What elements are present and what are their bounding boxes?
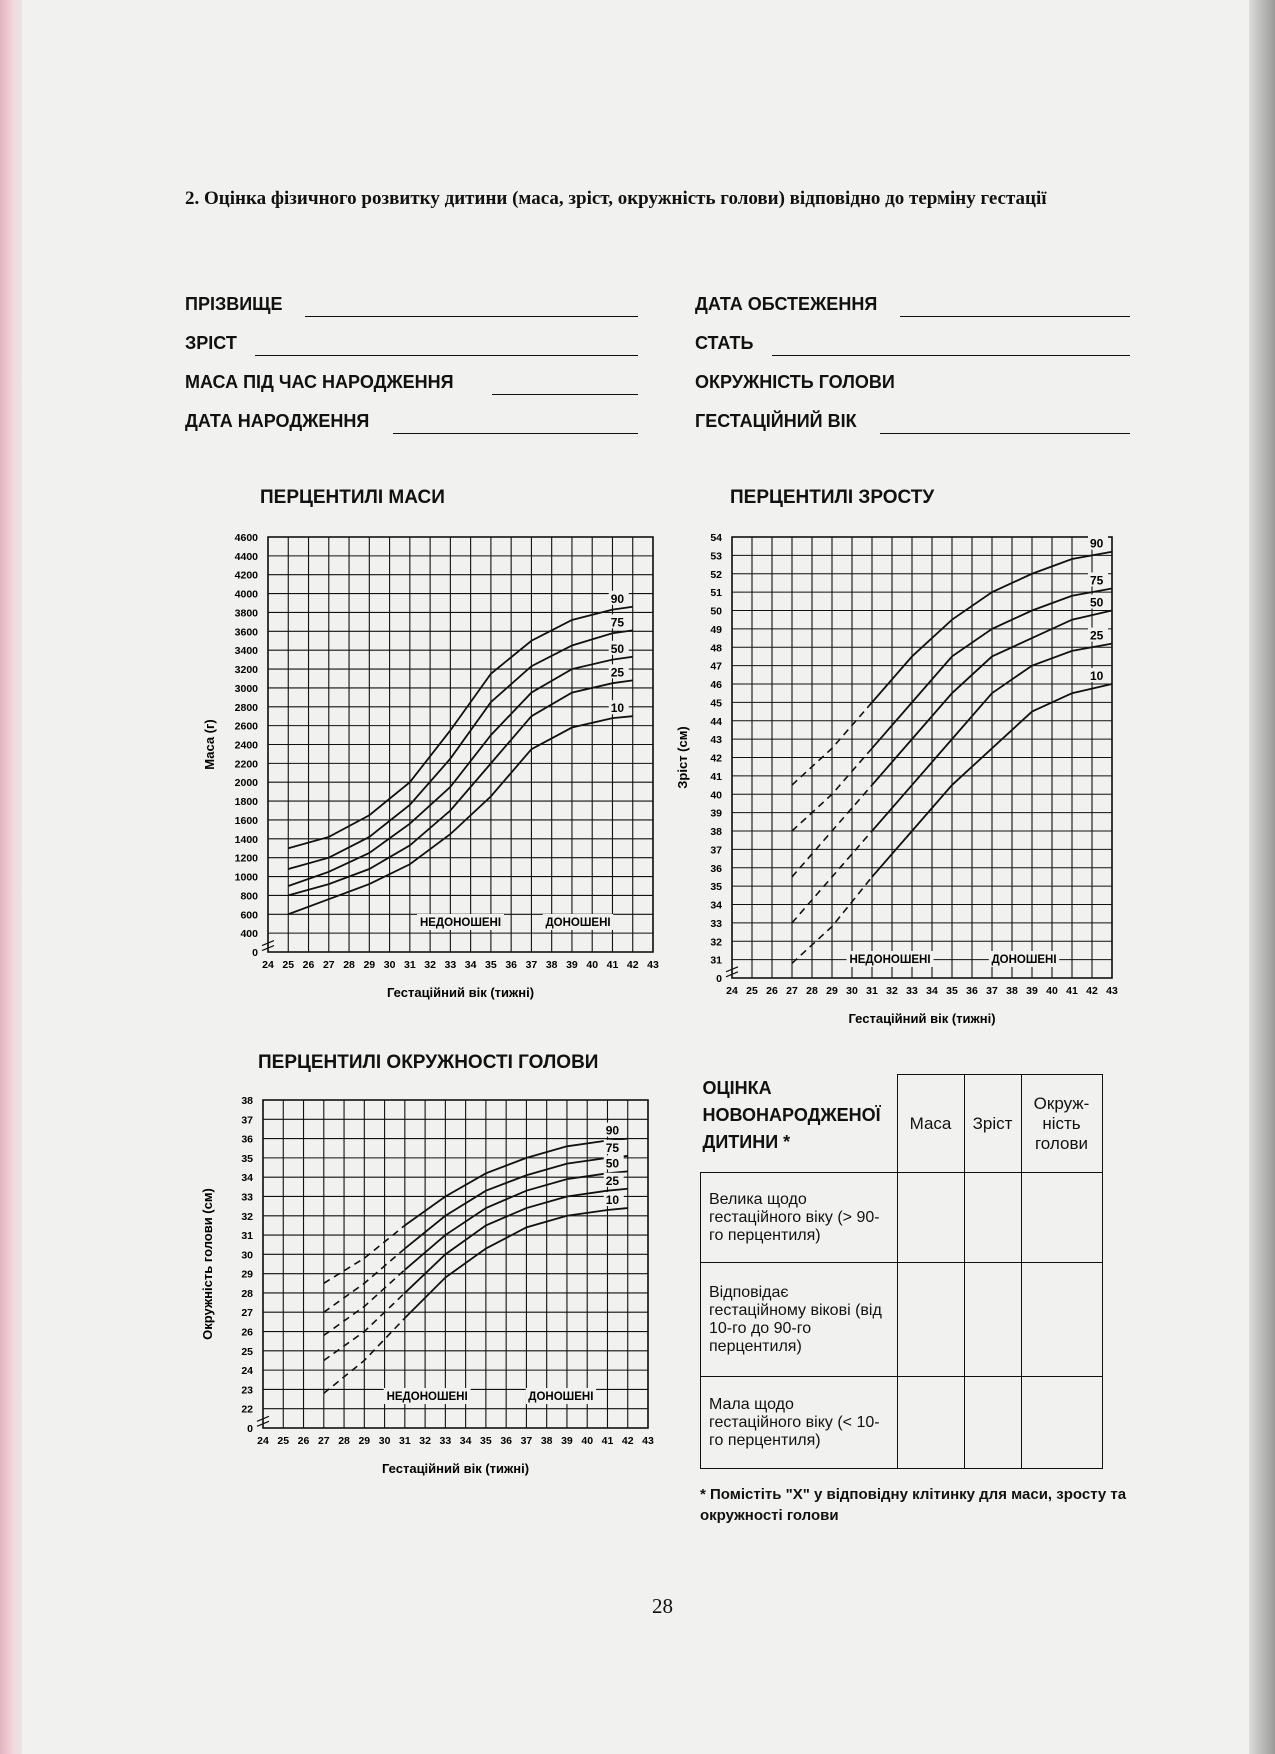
x-tick-label: 29 [826,985,838,997]
x-tick-label: 27 [317,1435,330,1447]
y-tick-label: 2600 [234,720,258,733]
y-tick-label: 4200 [234,569,258,582]
x-tick-label: 41 [1066,985,1078,997]
percentile-25-label: 25 [610,665,625,680]
y-tick-label: 2800 [234,701,258,714]
row-small-label: Мала щодо гестаційного віку (< 10-го перцентиля) [701,1377,898,1469]
footnote: * Помістіть "X" у відповідну клітинку для маси, зросту та окружності голови [700,1486,1127,1524]
x-tick-label: 25 [277,1435,290,1447]
x-tick-label: 33 [906,985,918,997]
y-axis-label: Маса (г) [202,719,217,770]
percentile-75-label: 75 [605,1140,620,1155]
x-tick-label: 41 [606,959,619,971]
y-tick-label: 52 [710,568,722,581]
y-tick-label: 1000 [234,871,258,884]
x-tick-label: 26 [297,1435,310,1447]
preterm-zone-label: НЕДОНОШЕНІ [849,954,931,966]
x-tick-label: 39 [566,959,578,971]
x-axis-label: Гестаційний вік (тижні) [381,1461,530,1476]
term-zone-label: ДОНОШЕНІ [528,1391,594,1403]
x-tick-label: 28 [338,1435,350,1447]
preterm-zone-label: НЕДОНОШЕНІ [419,917,502,929]
form-label-birth-weight: МАСА ПІД ЧАС НАРОДЖЕННЯ [185,372,454,392]
x-tick-label: 40 [1046,985,1058,997]
x-tick-label: 40 [586,959,599,971]
x-tick-label: 33 [444,959,457,971]
x-tick-label: 37 [525,959,538,971]
x-tick-label: 43 [642,1435,654,1447]
percentile-10-label: 10 [605,1193,620,1208]
x-tick-label: 41 [601,1435,614,1447]
assessment-title: ОЦІНКА НОВОНАРОДЖЕНОЇ ДИТИНИ * [702,1077,881,1152]
percentile-50-label: 50 [610,641,625,656]
y-tick-label: 1400 [234,833,258,846]
y-tick-label: 1600 [234,814,258,827]
preterm-zone-label: НЕДОНОШЕНІ [386,1391,468,1403]
y-tick-label: 33 [710,917,722,930]
x-tick-label: 42 [1086,985,1098,997]
x-tick-label: 38 [545,959,558,971]
y-tick-label: 49 [710,623,722,636]
y-tick-label: 34 [241,1172,253,1185]
y-tick-label: 0 [252,947,258,959]
x-tick-label: 36 [966,985,978,997]
y-tick-label: 38 [710,826,722,838]
y-tick-label: 36 [241,1133,253,1146]
x-tick-label: 35 [485,959,497,971]
y-tick-label: 3000 [234,682,258,695]
cell-normal-height[interactable] [964,1263,1021,1377]
percentile-10-line [405,1208,628,1318]
term-zone-label: ДОНОШЕНІ [545,917,611,929]
x-tick-label: 25 [282,959,295,971]
form-label-sex: СТАТЬ [695,333,754,353]
x-tick-label: 32 [419,1435,431,1447]
percentile-90-label: 90 [605,1123,620,1138]
y-tick-label: 600 [240,909,258,922]
x-axis-label: Гестаційний вік (тижні) [386,985,535,1000]
y-tick-label: 31 [710,954,722,967]
x-tick-label: 27 [786,985,798,997]
y-tick-label: 53 [710,550,722,563]
y-tick-label: 35 [710,881,722,894]
term-zone-label: ДОНОШЕНІ [991,954,1057,966]
y-tick-label: 22 [241,1403,253,1416]
y-tick-label: 26 [241,1326,253,1339]
y-tick-label: 4400 [234,550,258,563]
x-tick-label: 25 [746,985,758,997]
x-tick-label: 39 [561,1435,573,1447]
x-tick-label: 24 [726,985,738,997]
x-tick-label: 37 [986,985,998,997]
x-tick-label: 36 [500,1435,513,1447]
height-chart-title: ПЕРЦЕНТИЛІ ЗРОСТУ [730,487,935,508]
y-tick-label: 35 [241,1152,253,1165]
y-tick-label: 47 [710,660,722,673]
weight-chart-title: ПЕРЦЕНТИЛІ МАСИ [260,487,445,508]
y-tick-label: 3200 [234,664,258,677]
head-chart-title: ПЕРЦЕНТИЛІ ОКРУЖНОСТІ ГОЛОВИ [258,1052,599,1073]
cell-small-height[interactable] [964,1377,1021,1469]
y-tick-label: 23 [241,1384,253,1397]
x-tick-label: 42 [626,959,639,971]
y-tick-label: 39 [710,807,722,820]
cell-large-weight[interactable] [897,1173,964,1263]
y-tick-label: 43 [710,734,722,747]
x-tick-label: 38 [1006,985,1018,997]
x-tick-label: 32 [424,959,436,971]
x-tick-label: 31 [398,1435,411,1447]
y-tick-label: 0 [247,1423,253,1435]
form-label-surname: ПРІЗВИЩЕ [185,294,283,314]
y-tick-label: 1800 [234,796,258,809]
x-tick-label: 30 [383,959,396,971]
page-shadow [1249,0,1275,1754]
form-label-birth-date: ДАТА НАРОДЖЕННЯ [185,411,370,431]
x-tick-label: 29 [363,959,376,971]
col-head-circ: Окруж-ність голови [1021,1075,1102,1173]
y-tick-label: 2000 [234,777,258,790]
x-tick-label: 24 [257,1435,269,1447]
x-tick-label: 39 [1026,985,1038,997]
y-tick-label: 32 [710,936,722,949]
y-tick-label: 42 [710,752,722,765]
percentile-90-label: 90 [1090,536,1104,551]
cell-normal-weight[interactable] [897,1263,964,1377]
x-tick-label: 33 [439,1435,452,1447]
y-tick-label: 37 [710,844,722,857]
assessment-table [700,1074,1103,1469]
x-tick-label: 29 [358,1435,371,1447]
y-tick-label: 36 [710,862,722,875]
y-tick-label: 41 [710,770,722,783]
section-heading: 2. Оцінка фізичного розвитку дитини (маса, зріст, окружність голови) відповідно до терміну гестації [185,188,1047,209]
percentile-25-label: 25 [605,1173,620,1188]
x-tick-label: 24 [262,959,274,971]
x-tick-label: 35 [480,1435,492,1447]
x-tick-label: 40 [581,1435,594,1447]
y-tick-label: 48 [710,642,722,655]
row-normal-label: Відповідає гестаційному вікові (від 10-го до 90-го перцентиля) [701,1263,898,1377]
y-tick-label: 51 [710,587,722,600]
y-tick-label: 2400 [234,739,258,752]
y-tick-label: 37 [241,1114,253,1127]
x-tick-label: 30 [378,1435,391,1447]
x-tick-label: 35 [946,985,958,997]
cell-normal-head[interactable] [1021,1263,1102,1377]
form-label-exam-date: ДАТА ОБСТЕЖЕННЯ [695,294,878,314]
y-tick-label: 50 [710,605,722,618]
percentile-50-label: 50 [605,1156,620,1171]
y-tick-label: 29 [241,1268,253,1281]
head-percentile-chart [0,0,660,1500]
row-large-label: Велика щодо гестаційного віку (> 90-го перцентиля) [701,1173,898,1263]
percentile-75-label: 75 [1090,573,1104,588]
percentile-75-label: 75 [610,615,625,630]
y-tick-label: 800 [240,890,258,903]
cell-large-height[interactable] [964,1173,1021,1263]
y-tick-label: 0 [716,973,722,985]
y-tick-label: 3600 [234,626,258,639]
x-tick-label: 28 [343,959,355,971]
x-tick-label: 27 [322,959,335,971]
x-tick-label: 26 [766,985,778,997]
y-tick-label: 40 [710,789,722,802]
y-tick-label: 400 [240,928,258,941]
col-height: Зріст [964,1075,1021,1173]
x-tick-label: 31 [866,985,878,997]
y-tick-label: 1200 [234,852,258,865]
y-tick-label: 45 [710,697,722,710]
y-tick-label: 2200 [234,758,258,771]
y-tick-label: 33 [241,1191,253,1204]
percentile-10-label: 10 [1090,669,1104,683]
y-tick-label: 4000 [234,588,258,601]
y-tick-label: 44 [710,715,722,728]
plot-frame [263,1100,648,1428]
x-tick-label: 32 [886,985,898,997]
y-tick-label: 38 [241,1095,253,1107]
cell-large-head[interactable] [1021,1173,1102,1263]
x-tick-label: 43 [1106,985,1118,997]
form-label-height: ЗРІСТ [185,333,237,353]
y-tick-label: 24 [241,1365,253,1378]
form-label-gest-age: ГЕСТАЦІЙНИЙ ВІК [695,411,857,431]
y-tick-label: 32 [241,1210,253,1223]
x-tick-label: 34 [464,959,477,971]
form-label-head-circ: ОКРУЖНІСТЬ ГОЛОВИ [695,372,895,392]
y-tick-label: 25 [241,1345,253,1358]
page-number: 28 [652,1594,673,1618]
y-tick-label: 3800 [234,607,258,620]
percentile-10-label: 10 [610,701,625,716]
y-tick-label: 34 [710,899,722,912]
y-tick-label: 4600 [234,532,258,544]
x-tick-label: 28 [806,985,818,997]
y-tick-label: 27 [241,1307,253,1320]
y-tick-label: 3400 [234,645,258,658]
x-tick-label: 42 [621,1435,634,1447]
x-tick-label: 26 [302,959,315,971]
x-axis-label: Гестаційний вік (тижні) [848,1011,996,1026]
y-tick-label: 30 [241,1249,253,1262]
percentile-25-label: 25 [1090,628,1104,643]
x-tick-label: 36 [505,959,518,971]
col-weight: Маса [897,1075,964,1173]
y-tick-label: 28 [241,1287,253,1300]
y-tick-label: 31 [241,1230,253,1243]
x-tick-label: 43 [647,959,659,971]
x-tick-label: 31 [403,959,416,971]
y-axis-label: Зріст (см) [675,726,690,789]
percentile-90-label: 90 [610,591,625,606]
percentile-50-label: 50 [1090,595,1104,610]
y-tick-label: 54 [710,532,722,544]
cell-small-weight[interactable] [897,1377,964,1469]
x-tick-label: 38 [540,1435,553,1447]
x-tick-label: 37 [520,1435,533,1447]
cell-small-head[interactable] [1021,1377,1102,1469]
x-tick-label: 30 [846,985,858,997]
x-tick-label: 34 [926,985,938,997]
y-tick-label: 46 [710,679,722,691]
y-axis-label: Окружність голови (см) [200,1188,215,1340]
x-tick-label: 34 [459,1435,472,1447]
